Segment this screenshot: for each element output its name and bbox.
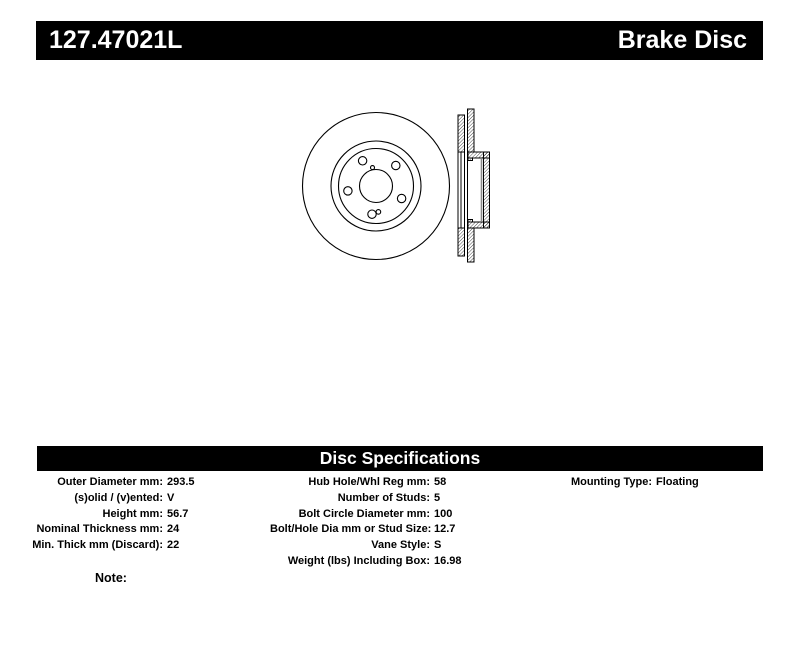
spec-label: Outer Diameter mm: <box>57 476 163 488</box>
spec-label: Nominal Thickness mm: <box>36 523 163 536</box>
hat-step <box>468 220 473 223</box>
pin-hole <box>371 166 375 170</box>
spec-column-dimensions <box>20 475 270 554</box>
spec-label: Min. Thick mm (Discard): <box>32 539 163 552</box>
spec-label: Bolt Circle Diameter mm: <box>298 507 430 520</box>
brake-disc-drawing <box>290 95 505 280</box>
hat-wall-section <box>484 152 490 228</box>
spec-section-header <box>37 446 763 471</box>
spec-row <box>20 538 270 554</box>
spec-label: Bolt/Hole Dia mm or Stud Size: <box>270 523 432 536</box>
note-label: Note: <box>95 571 127 585</box>
plate-section <box>468 228 475 262</box>
spec-row <box>20 522 270 538</box>
spec-label: Vane Style: <box>371 539 430 552</box>
spec-row <box>270 538 534 554</box>
spec-value: 5 <box>434 491 441 504</box>
friction-surface-circle <box>331 141 421 231</box>
spec-value: V <box>167 491 175 504</box>
spec-label: Height mm: <box>102 507 163 520</box>
stud-hole <box>358 157 366 165</box>
spec-value: 24 <box>167 523 180 536</box>
spec-row <box>20 507 270 523</box>
technical-drawing <box>290 95 505 280</box>
stud-hole <box>344 187 352 195</box>
spec-value: 58 <box>434 476 447 488</box>
spec-row <box>540 475 790 491</box>
spec-value: 12.7 <box>434 523 456 536</box>
plate-section <box>458 115 465 152</box>
brake-disc-front-view <box>303 113 450 260</box>
spec-row <box>270 475 534 491</box>
spec-row <box>270 554 534 570</box>
plate-section <box>468 109 475 152</box>
hat-step <box>468 158 473 161</box>
spec-row <box>20 491 270 507</box>
pin-hole <box>376 210 381 215</box>
spec-value: S <box>434 539 442 552</box>
plate-section <box>458 228 465 256</box>
spec-row <box>20 475 270 491</box>
spec-label: Hub Hole/Whl Reg mm: <box>308 476 430 488</box>
spec-row <box>270 491 534 507</box>
outer-diameter-circle <box>303 113 450 260</box>
spec-label: Weight (lbs) Including Box: <box>287 554 430 567</box>
spec-label: (s)olid / (v)ented: <box>74 491 163 504</box>
spec-column-hub <box>270 475 534 570</box>
product-name: Brake Disc <box>617 26 747 54</box>
spec-value: Floating <box>656 476 699 488</box>
spec-value: 100 <box>434 507 453 520</box>
spec-row <box>270 522 534 538</box>
spec-column-mounting <box>540 475 790 491</box>
stud-hole <box>368 210 376 218</box>
stud-hole <box>392 161 400 169</box>
spec-label: Number of Studs: <box>337 491 430 504</box>
spec-value: 56.7 <box>167 507 189 520</box>
stud-hole <box>397 194 405 202</box>
spec-label: Mounting Type: <box>570 476 652 488</box>
part-number: 127.47021L <box>49 26 183 54</box>
brake-disc-side-view <box>458 109 490 262</box>
center-hub-hole <box>360 170 393 203</box>
spec-value: 16.98 <box>434 554 462 567</box>
header-bar <box>36 21 763 60</box>
spec-section-title: Disc Specifications <box>319 448 481 468</box>
spec-value: 293.5 <box>167 476 195 488</box>
spec-value: 22 <box>167 539 180 552</box>
spec-row <box>270 507 534 523</box>
